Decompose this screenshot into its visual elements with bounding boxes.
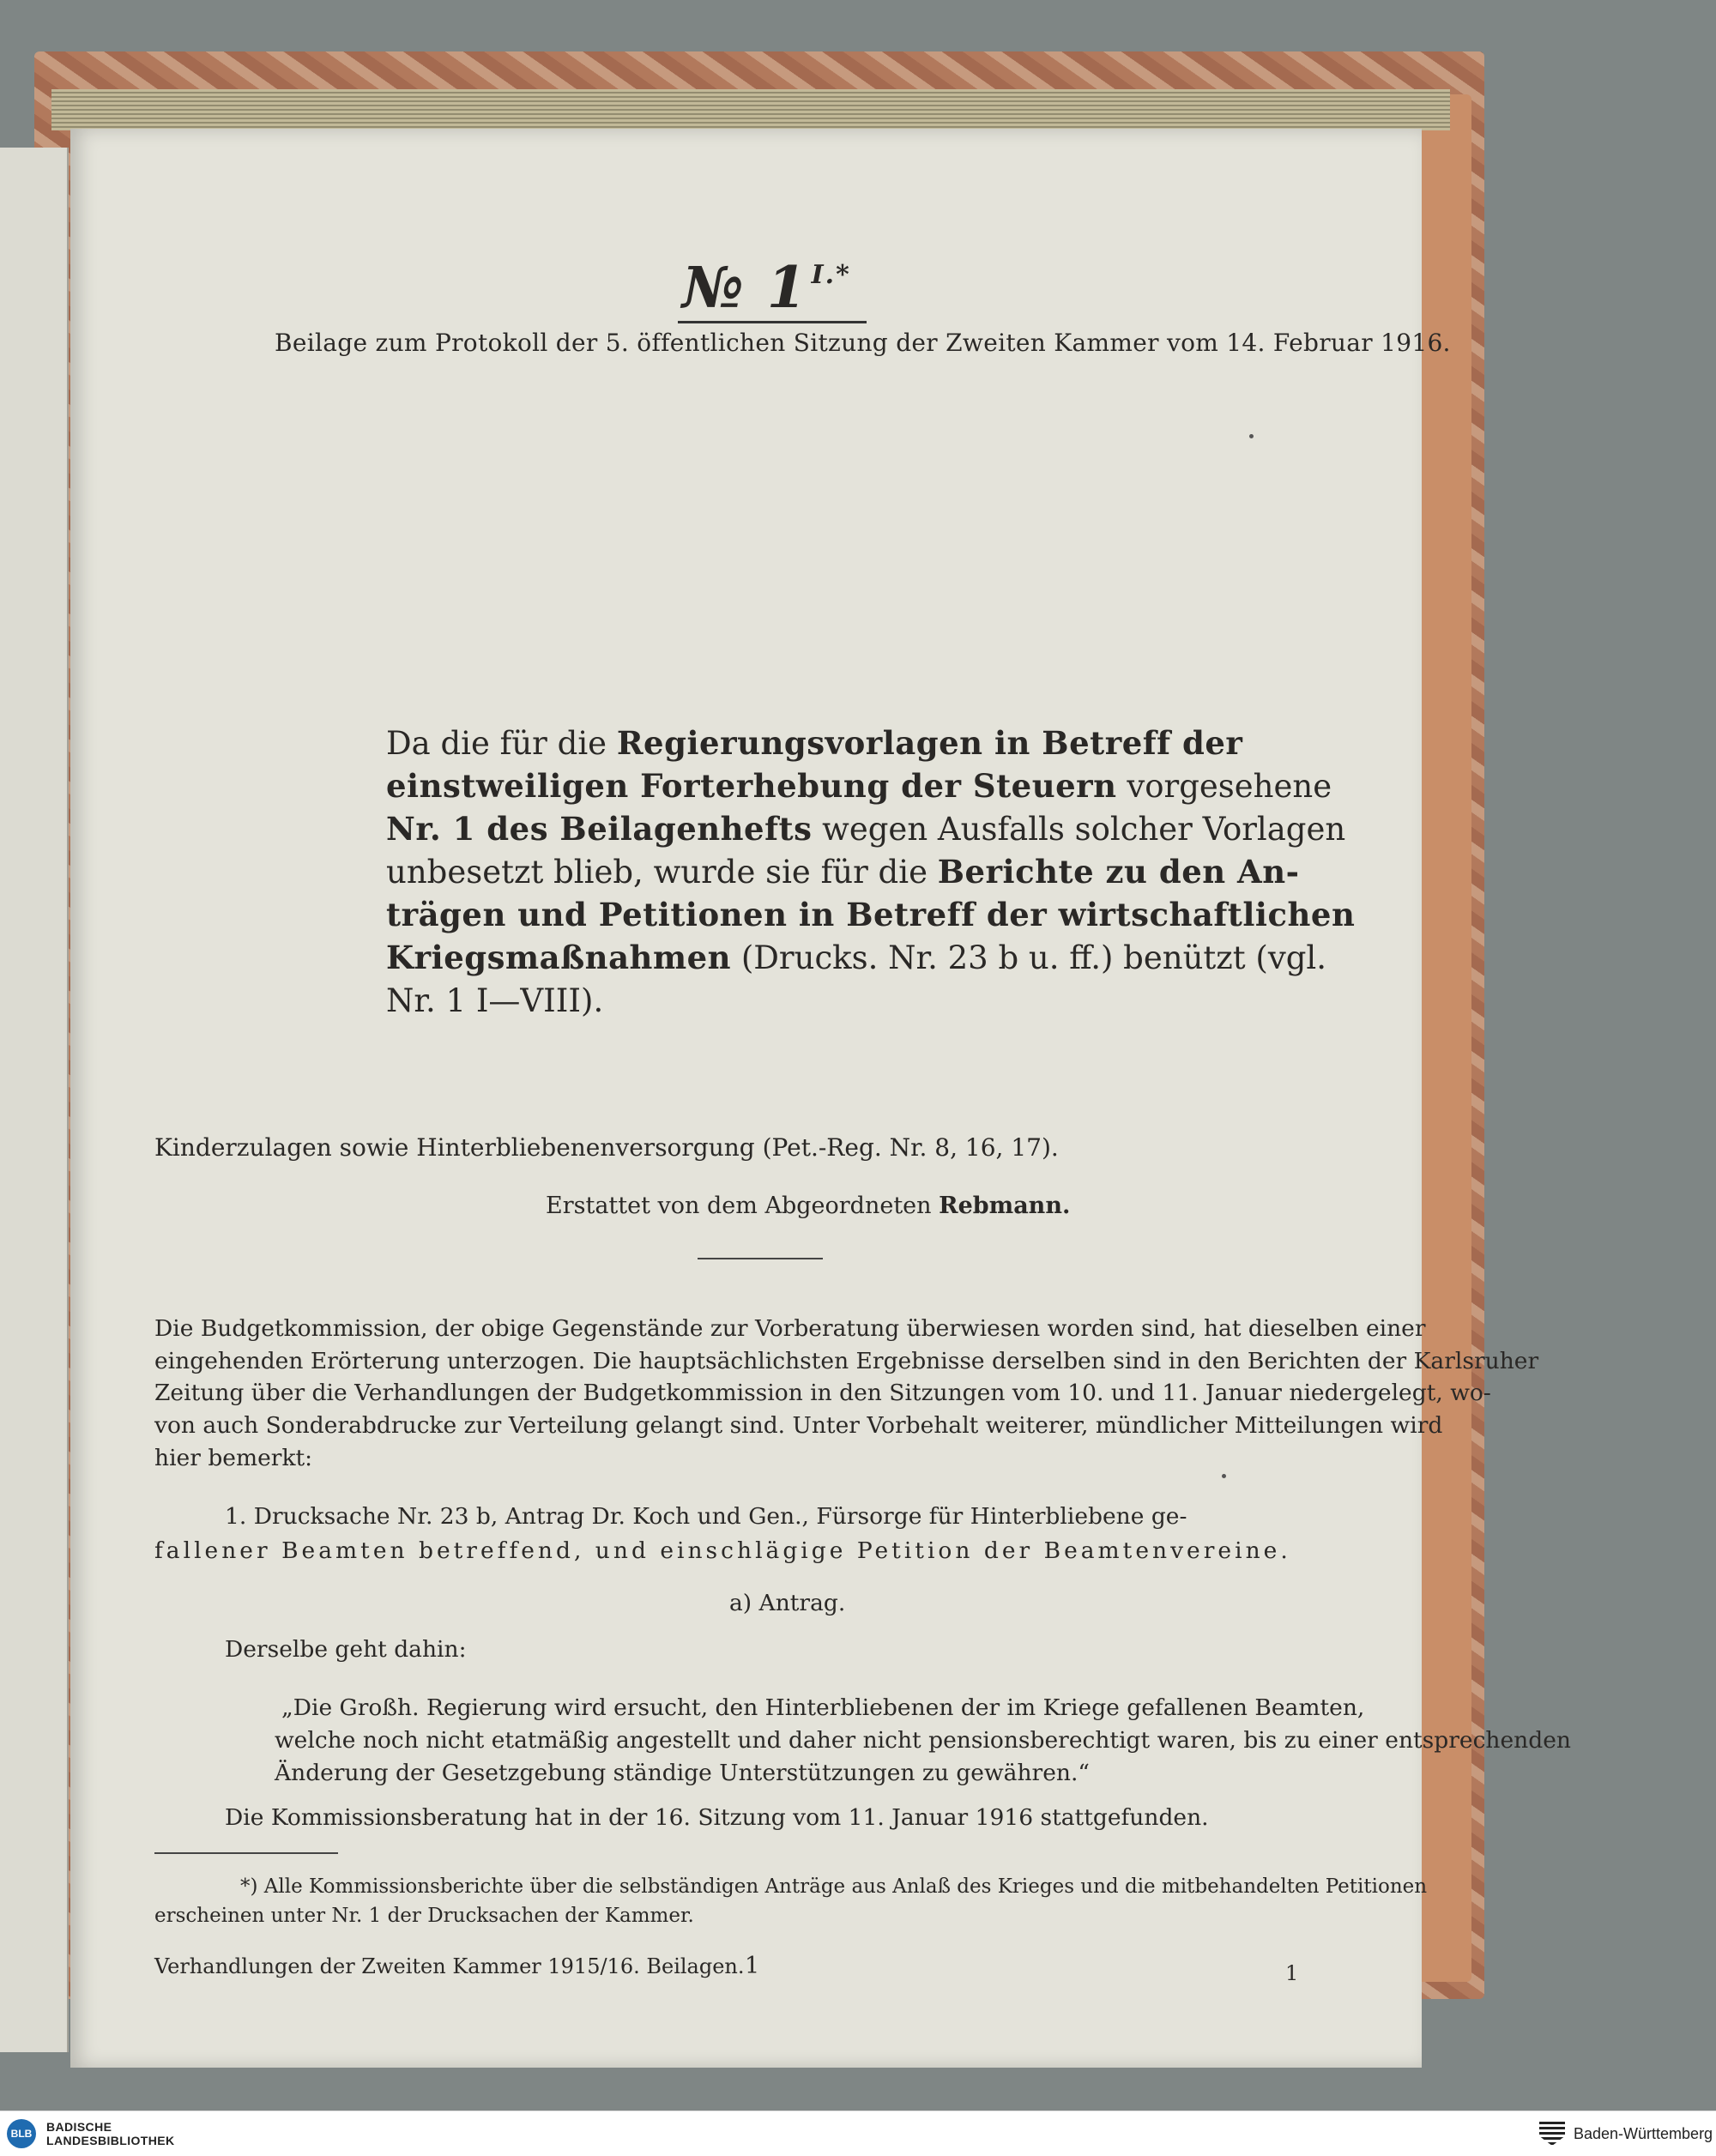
note-bold-segment: Berichte zu den An-: [937, 853, 1300, 891]
subheading: a) Antrag.: [729, 1590, 846, 1616]
library-bar: [0, 2111, 1716, 2156]
note-segment: Nr. 1 I—VIII).: [386, 982, 604, 1019]
header-superscript: I.*: [811, 260, 851, 290]
footnote-line: *) Alle Kommissionsberichte über die selbständigen Anträge aus Anlaß des Krieges und die mitbehandelten Petitionen: [240, 1875, 1428, 1898]
note-bold-segment: einstweiligen Forterhebung der Steuern: [386, 767, 1117, 805]
reporter-name: Rebmann.: [939, 1193, 1071, 1219]
note-bold-segment: trägen und Petitionen in Betreff der wirtschaftlichen: [386, 896, 1356, 933]
intro-line: Die Budgetkommission, der obige Gegenstände zur Vorberatung überwiesen worden sind, hat dieselben einer: [154, 1315, 1426, 1342]
page-dot-mark: [1222, 1474, 1226, 1478]
intro-line: eingehenden Erörterung unterzogen. Die hauptsächlichsten Ergebnisse derselben sind in den Berichten der Karlsruher: [154, 1348, 1539, 1374]
note-bold-segment: Regierungsvorlagen in Betreff der: [616, 724, 1243, 762]
quote-line: Änderung der Gesetzgebung ständige Unterstützungen zu gewähren.“: [275, 1760, 1090, 1786]
reporter-line: [546, 1194, 1070, 1217]
lead-in: Derselbe geht dahin:: [225, 1636, 467, 1663]
note-line: [386, 896, 1356, 933]
header-rule: [678, 321, 867, 323]
intro-line: von auch Sonderabdrucke zur Verteilung gelangt sind. Unter Vorbehalt weiterer, mündlicher Mitteilungen wird: [154, 1412, 1443, 1439]
header-subtitle: Beilage zum Protokoll der 5. öffentlichen Sitzung der Zweiten Kammer vom 14. Februar 1916.: [275, 329, 1451, 357]
note-line: [386, 810, 1346, 848]
note-line: [386, 767, 1332, 805]
section-rule: [698, 1258, 823, 1259]
note-line: [386, 724, 1243, 762]
item-line: 1. Drucksache Nr. 23 b, Antrag Dr. Koch und Gen., Fürsorge für Hinterbliebene ge-: [225, 1503, 1187, 1530]
note-segment: wegen Ausfalls solcher Vorlagen: [812, 811, 1346, 848]
note-segment: Da die für die: [386, 725, 617, 762]
quote-line: „Die Großh. Regierung wird ersucht, den Hinterbliebenen der im Kriege gefallenen Beamten,: [281, 1694, 1365, 1721]
partner-name: Baden-Württemberg: [1574, 2125, 1713, 2142]
signature-mark: 1: [745, 1953, 760, 1979]
page-stack: [51, 89, 1450, 130]
footnote-rule: [154, 1852, 338, 1854]
header-number: № 1 $^{I.*}$: [682, 254, 851, 321]
note-line: [386, 939, 1327, 976]
intro-line: Zeitung über die Verhandlungen der Budgetkommission in den Sitzungen vom 10. und 11. Januar niedergelegt, wo-: [154, 1380, 1491, 1406]
item-line: fallener Beamten betreffend, und einschlägige Petition der Beamtenvereine.: [154, 1537, 1291, 1564]
note-segment: unbesetzt blieb, wurde sie für die: [386, 854, 938, 891]
footnote-line: erscheinen unter Nr. 1 der Drucksachen der Kammer.: [154, 1905, 694, 1927]
left-page: [0, 148, 69, 2052]
note-bold-segment: Kriegsmaßnahmen: [386, 939, 732, 976]
quote-line: welche noch nicht etatmäßig angestellt und daher nicht pensionsberechtigt waren, bis zu einer entsprechenden: [275, 1727, 1571, 1754]
page-footer: Verhandlungen der Zweiten Kammer 1915/16. Beilagen.: [154, 1954, 745, 1978]
baden-wuerttemberg-logo-icon[interactable]: [1539, 2122, 1565, 2146]
deliberation-line: Die Kommissionsberatung hat in der 16. Sitzung vom 11. Januar 1916 stattgefunden.: [225, 1804, 1209, 1831]
note-segment: (Drucks. Nr. 23 b u. ff.) benützt (vgl.: [731, 939, 1327, 976]
note-segment: vorgesehene: [1116, 768, 1332, 805]
note-line: [386, 853, 1300, 891]
page-dot-mark: [1249, 434, 1254, 438]
library-name: BADISCHE LANDESBIBLIOTHEK: [46, 2120, 175, 2147]
section-title: Kinderzulagen sowie Hinterbliebenenversorgung (Pet.-Reg. Nr. 8, 16, 17).: [154, 1133, 1059, 1162]
note-bold-segment: Nr. 1 des Beilagenhefts: [386, 810, 813, 848]
note-line: [386, 982, 604, 1019]
page-number: 1: [1285, 1961, 1299, 1985]
intro-line: hier bemerkt:: [154, 1445, 313, 1471]
reporter-prefix: Erstattet von dem Abgeordneten: [546, 1193, 940, 1219]
blb-logo-icon[interactable]: BLB: [7, 2119, 36, 2148]
